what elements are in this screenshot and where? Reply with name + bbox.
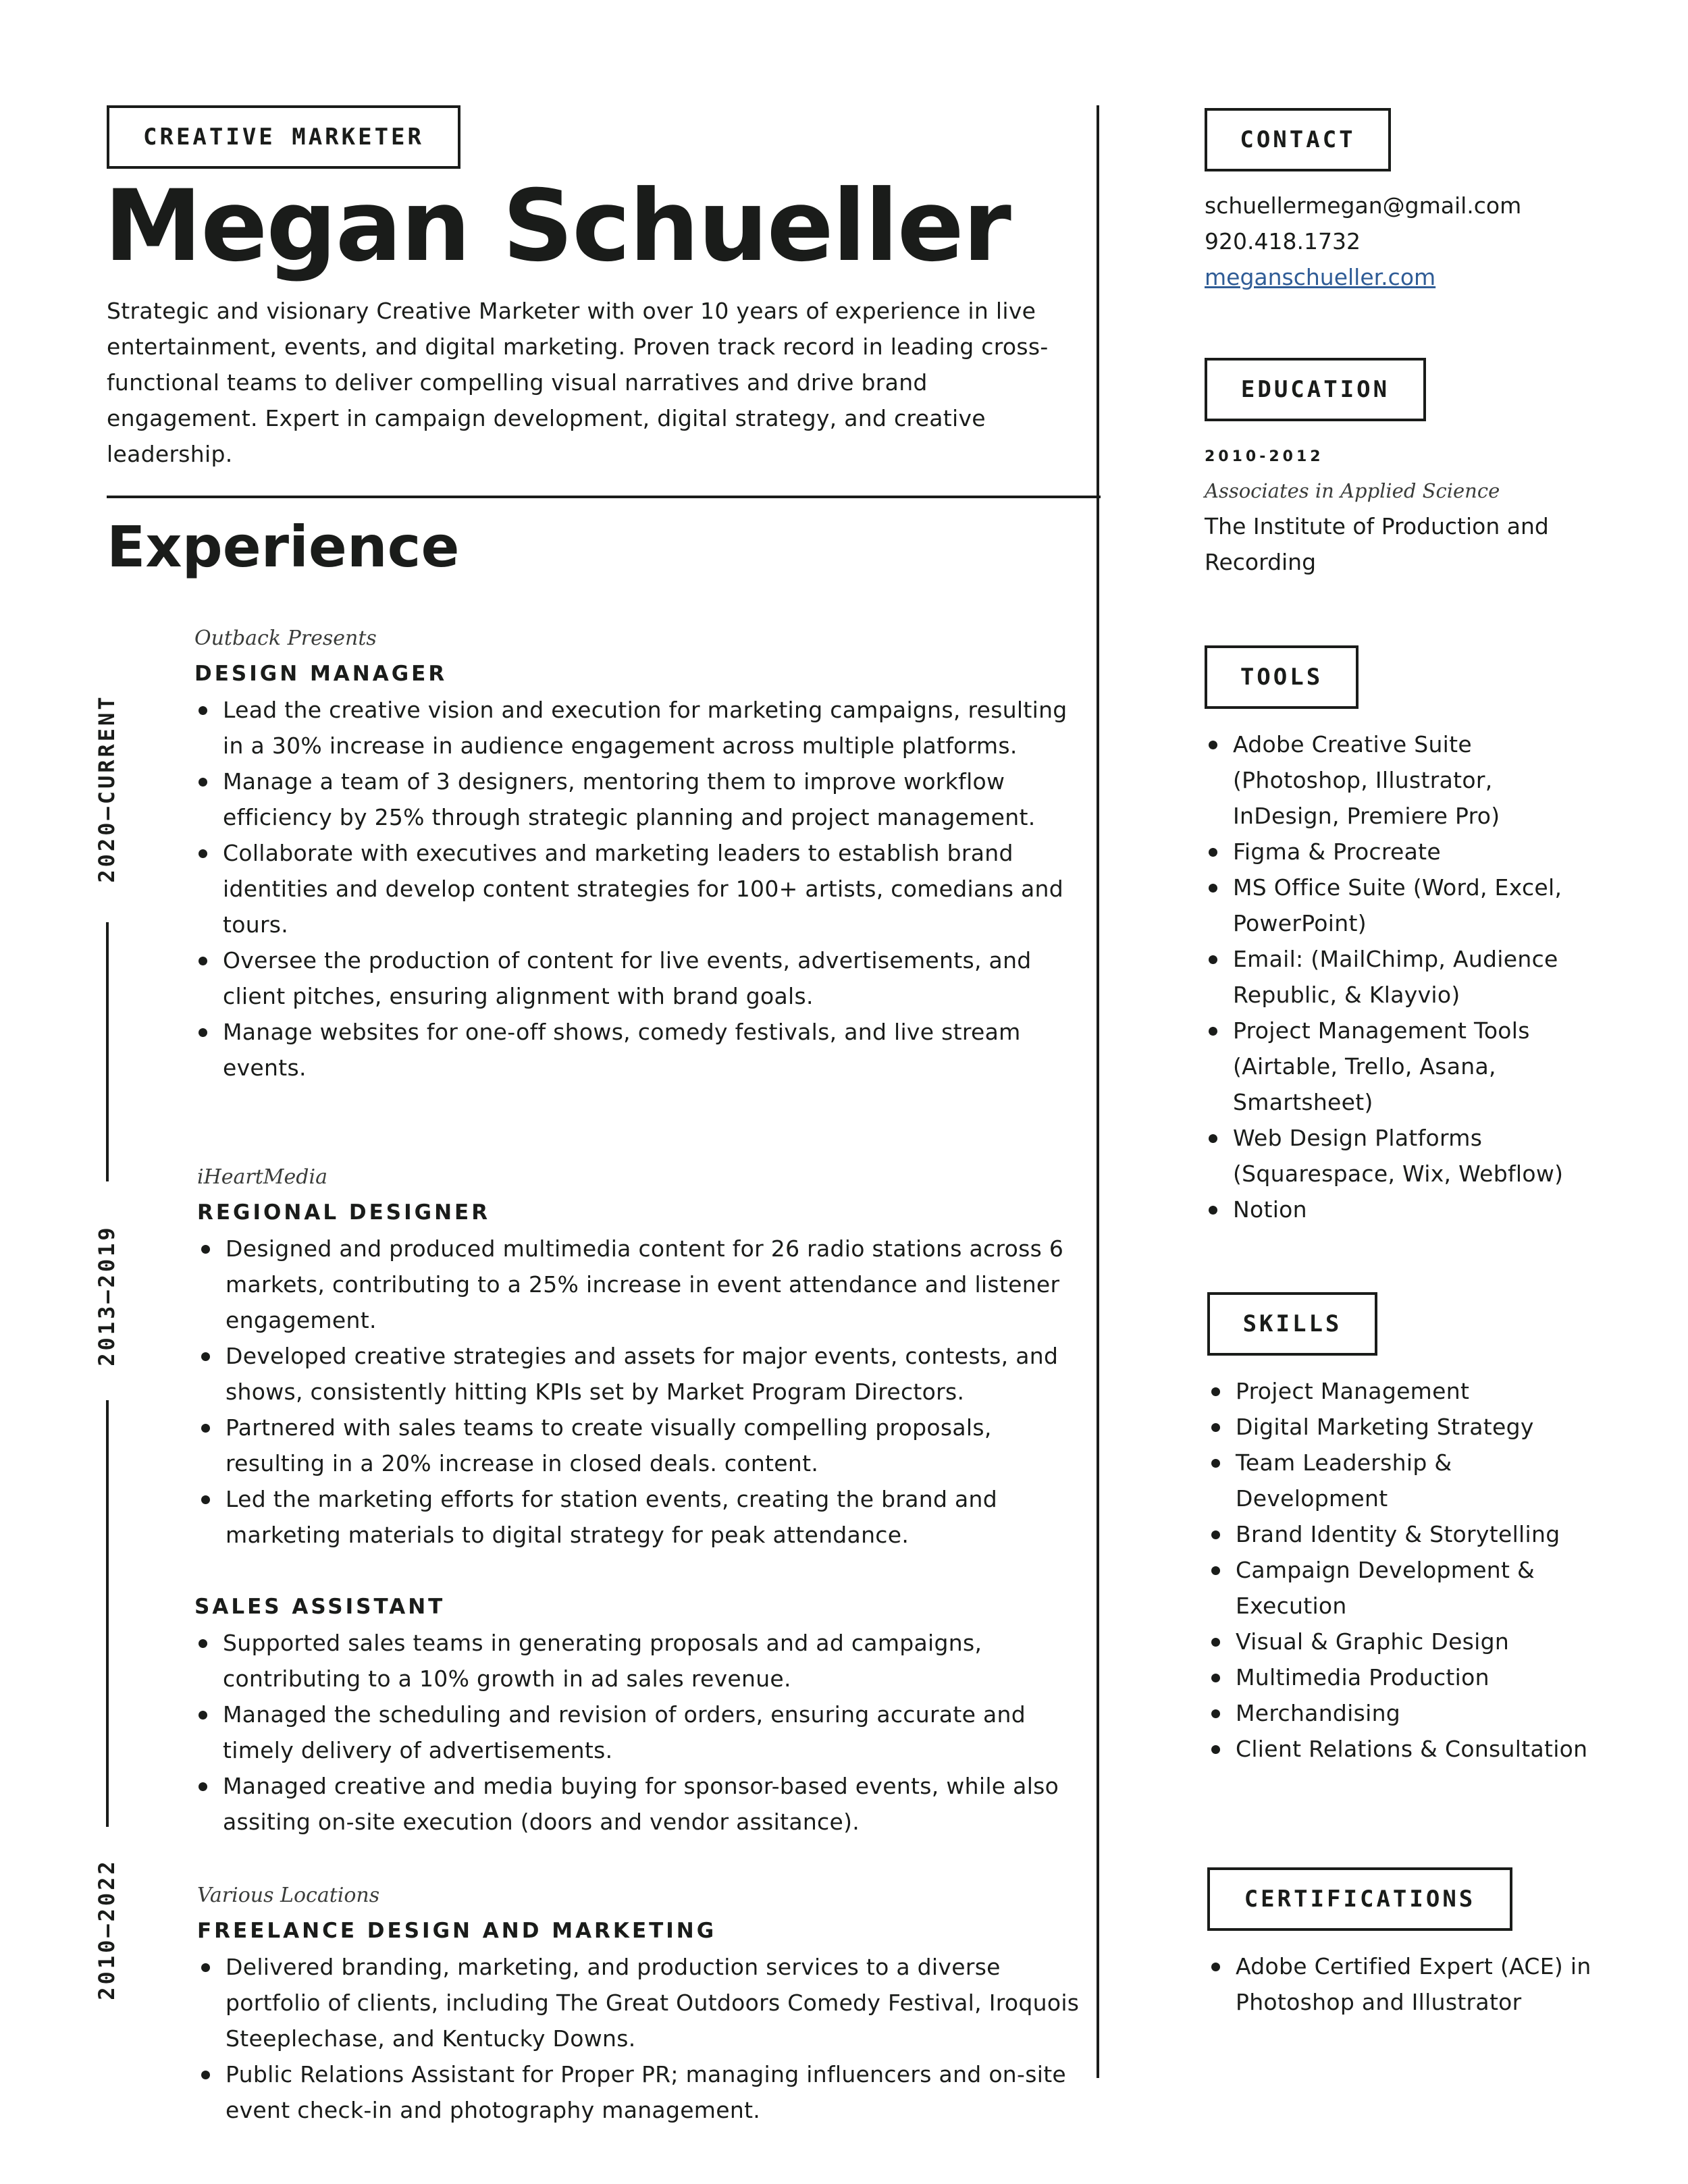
job-bullets — [194, 1625, 1086, 1840]
list-item: Lead the creative vision and execution for marketing campaigns, resulting in a 30% increase in audience engagement across multiple platforms. — [194, 692, 1086, 764]
period-label: 2020–CURRENT — [94, 694, 120, 883]
list-item: Managed creative and media buying for sponsor-based events, while also assiting on-site execution (doors and vendor assitance). — [194, 1768, 1086, 1840]
list-item: Led the marketing efforts for station events, creating the brand and marketing materials to digital strategy for peak attendance. — [197, 1481, 1088, 1553]
education-heading: EDUCATION — [1205, 358, 1426, 421]
list-item: Manage a team of 3 designers, mentoring them to improve workflow efficiency by 25% through strategic planning and project management. — [194, 764, 1086, 835]
certifications-list — [1207, 1948, 1592, 2020]
list-item: Notion — [1205, 1192, 1589, 1227]
tools-heading: TOOLS — [1205, 645, 1359, 709]
column-divider — [1097, 105, 1099, 2078]
contact-phone: 920.418.1732 — [1205, 228, 1361, 255]
job-bullets — [197, 1949, 1088, 2128]
summary: Strategic and visionary Creative Marketer with over 10 years of experience in live entertainment, events, and digital marketing. Proven track record in leading cross-functional teams to deliver compelling visual narratives and drive brand engagement. Expert in campaign development, digital strategy, and creative leadership. — [107, 298, 1049, 467]
tools-list — [1205, 726, 1589, 1227]
job-title: SALES ASSISTANT — [194, 1595, 446, 1619]
contact-email[interactable]: schuellermegan@gmail.com — [1205, 192, 1522, 219]
list-item: MS Office Suite (Word, Excel, PowerPoint) — [1205, 870, 1589, 941]
job-title: REGIONAL DESIGNER — [197, 1200, 491, 1225]
list-item: Email: (MailChimp, Audience Republic, & Klayvio) — [1205, 941, 1589, 1013]
list-item: Visual & Graphic Design — [1207, 1624, 1592, 1659]
job-bullets — [194, 692, 1086, 1086]
list-item: Adobe Creative Suite (Photoshop, Illustrator, InDesign, Premiere Pro) — [1205, 726, 1589, 834]
list-item: Multimedia Production — [1207, 1659, 1592, 1695]
list-item: Web Design Platforms (Squarespace, Wix, Webflow) — [1205, 1120, 1589, 1192]
job-title: FREELANCE DESIGN AND MARKETING — [197, 1919, 717, 1943]
list-item: Team Leadership & Development — [1207, 1445, 1592, 1516]
list-item: Managed the scheduling and revision of orders, ensuring accurate and timely delivery of advertisements. — [194, 1697, 1086, 1768]
list-item: Supported sales teams in generating proposals and ad campaigns, contributing to a 10% growth in ad sales revenue. — [194, 1625, 1086, 1697]
list-item: Designed and produced multimedia content for 26 radio stations across 6 markets, contributing to a 25% increase in event attendance and listener engagement. — [197, 1231, 1088, 1338]
company-name: Various Locations — [197, 1884, 380, 1907]
period-label: 2010–2022 — [94, 1859, 120, 2000]
list-item: Collaborate with executives and marketing leaders to establish brand identities and develop content strategies for 100+ artists, comedians and tours. — [194, 835, 1086, 942]
education-school: The Institute of Production and Recording — [1205, 513, 1549, 575]
list-item: Adobe Certified Expert (ACE) in Photoshop and Illustrator — [1207, 1948, 1592, 2020]
list-item: Figma & Procreate — [1205, 834, 1589, 870]
list-item: Client Relations & Consultation — [1207, 1731, 1592, 1767]
list-item: Partnered with sales teams to create visually compelling proposals, resulting in a 20% increase in closed deals. content. — [197, 1410, 1088, 1481]
period-label: 2013–2019 — [94, 1225, 120, 1366]
education-years: 2010-2012 — [1205, 448, 1324, 465]
list-item: Merchandising — [1207, 1695, 1592, 1731]
list-item: Developed creative strategies and assets for major events, contests, and shows, consistently hitting KPIs set by Market Program Directors. — [197, 1338, 1088, 1410]
education-degree: Associates in Applied Science — [1205, 479, 1500, 502]
company-name: Outback Presents — [194, 627, 377, 650]
job-title: DESIGN MANAGER — [194, 662, 448, 686]
list-item: Campaign Development & Execution — [1207, 1552, 1592, 1624]
summary-divider — [107, 496, 1101, 498]
timeline-line — [106, 1400, 109, 1827]
list-item: Project Management — [1207, 1373, 1592, 1409]
skills-list — [1207, 1373, 1592, 1767]
certifications-heading: CERTIFICATIONS — [1207, 1867, 1512, 1931]
experience-heading: Experience — [107, 514, 460, 580]
timeline-line — [106, 922, 109, 1181]
list-item: Oversee the production of content for live events, advertisements, and client pitches, ensuring alignment with brand goals. — [194, 942, 1086, 1014]
list-item: Manage websites for one-off shows, comedy festivals, and live stream events. — [194, 1014, 1086, 1086]
list-item: Brand Identity & Storytelling — [1207, 1516, 1592, 1552]
list-item: Project Management Tools (Airtable, Trello, Asana, Smartsheet) — [1205, 1013, 1589, 1120]
list-item: Digital Marketing Strategy — [1207, 1409, 1592, 1445]
job-bullets — [197, 1231, 1088, 1553]
list-item: Delivered branding, marketing, and production services to a diverse portfolio of clients, including The Great Outdoors Comedy Festival, Iroquois Steeplechase, and Kentucky Downs. — [197, 1949, 1088, 2056]
company-name: iHeartMedia — [197, 1165, 327, 1189]
list-item: Public Relations Assistant for Proper PR; managing influencers and on-site event check-in and photography management. — [197, 2056, 1088, 2128]
role-tag: CREATIVE MARKETER — [107, 105, 460, 169]
skills-heading: SKILLS — [1207, 1292, 1377, 1356]
candidate-name: Megan Schueller — [104, 169, 1010, 284]
contact-heading: CONTACT — [1205, 108, 1391, 171]
contact-website-link[interactable]: meganschueller.com — [1205, 264, 1436, 290]
